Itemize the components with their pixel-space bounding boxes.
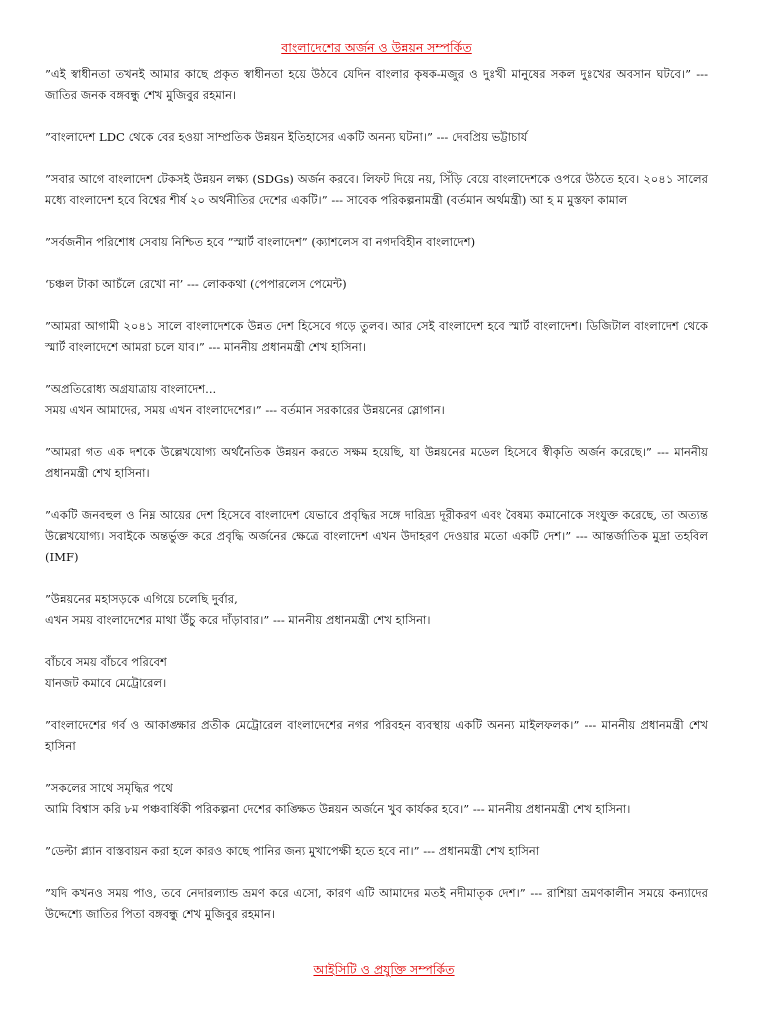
quote-line: ”একটি জনবহুল ও নিম্ন আয়ের দেশ হিসেবে বাংলাদেশ যেভাবে প্রবৃদ্ধির সঙ্গে দারিদ্র্য দূরীকরণ এবং বৈষম্য কমানোকে সংযুক্ত করেছে, তা অত্যন্ত উল্লেখযোগ্য। সবাইকে অন্তর্ভুক্ত করে প্রবৃদ্ধি অর্জনের ক্ষেত্রে বাংলাদেশ এখন উদাহরণ দেওয়ার মতো একটি দেশ।” --- আন্তর্জাতিক মুদ্রা তহবিল (IMF) [45, 508, 708, 564]
quote-line: ”সর্বজনীন পরিশোধ সেবায় নিশ্চিত হবে ”স্মার্ট বাংলাদেশ” (ক্যাশলেস বা নগদবিহীন বাংলাদেশ) [45, 235, 476, 249]
quote-block [45, 64, 708, 106]
quote-line: ”ডেল্টা প্ল্যান বাস্তবায়ন করা হলে কারও কাছে পানির জন্য মুখাপেক্ষী হতে হবে না।” --- প্রধানমন্ত্রী শেখ হাসিনা [45, 844, 540, 858]
quote-line: ”অপ্রতিরোধ্য অগ্রযাত্রায় বাংলাদেশ... [45, 382, 217, 396]
quote-block [45, 505, 708, 568]
quote-line: যানজট কমাবে মেট্রোরেল। [45, 676, 167, 690]
quote-block [45, 127, 708, 148]
quote-line: ”যদি কখনও সময় পাও, তবে নেদারল্যান্ড ভ্রমণ করে এসো, কারণ এটি আমাদের মতই নদীমাতৃক দেশ।” --- রাশিয়া ভ্রমণকালীন সময়ে কন্যাদের উদ্দেশ্যে জাতির পিতা বঙ্গবন্ধু শেখ মুজিবুর রহমান। [45, 886, 708, 921]
quote-line: ”আমরা আগামী ২০৪১ সালে বাংলাদেশকে উন্নত দেশ হিসেবে গড়ে তুলব। আর সেই বাংলাদেশ হবে স্মার্ট বাংলাদেশ। ডিজিটাল বাংলাদেশ থেকে স্মার্ট বাংলাদেশে আমরা চলে যাব।” --- মাননীয় প্রধানমন্ত্রী শেখ হাসিনা। [45, 319, 708, 354]
quote-block [45, 274, 708, 295]
quote-block [45, 715, 708, 757]
quote-block [45, 841, 708, 862]
quote-block [45, 232, 708, 253]
quote-line: ”এই স্বাধীনতা তখনই আমার কাছে প্রকৃত স্বাধীনতা হয়ে উঠবে যেদিন বাংলার কৃষক-মজুর ও দুঃখী মানুষের সকল দুঃখের অবসান ঘটবে।” --- জাতির জনক বঙ্গবন্ধু শেখ মুজিবুর রহমান। [45, 67, 708, 102]
quote-line: ”আমরা গত এক দশকে উল্লেখযোগ্য অর্থনৈতিক উন্নয়ন করতে সক্ষম হয়েছি, যা উন্নয়নের মডেল হিসেবে স্বীকৃতি অর্জন করেছে।” --- মাননীয় প্রধানমন্ত্রী শেখ হাসিনা। [45, 445, 708, 480]
section-title-ict: আইসিটি ও প্রযুক্তি সম্পর্কিত [313, 962, 455, 977]
quote-block [45, 316, 708, 358]
quote-line: ”উন্নয়নের মহাসড়কে এগিয়ে চলেছি দুর্বার, [45, 592, 238, 606]
quote-line: ”বাংলাদেশ LDC থেকে বের হওয়া সাম্প্রতিক উন্নয়ন ইতিহাসের একটি অনন্য ঘটনা।” --- দেবপ্রিয় ভট্টাচার্য [45, 130, 528, 144]
quote-line: সময় এখন আমাদের, সময় এখন বাংলাদেশের।” --- বর্তমান সরকারের উন্নয়নের স্লোগান। [45, 403, 445, 417]
quote-line: ‘চঞ্চল টাকা আচঁলে রেখো না’ --- লোককথা (পেপারলেস পেমেন্ট) [45, 277, 347, 291]
quote-line: আমি বিশ্বাস করি ৮ম পঞ্চবার্ষিকী পরিকল্পনা দেশের কাঙ্ক্ষিত উন্নয়ন অর্জনে খুব কার্যকর হবে।” --- মাননীয় প্রধানমন্ত্রী শেখ হাসিনা। [45, 802, 631, 816]
quote-block [45, 169, 708, 211]
quote-block [45, 652, 708, 694]
quote-line: ”সকলের সাথে সমৃদ্ধির পথে [45, 781, 173, 795]
quote-block [45, 778, 708, 820]
quote-block [45, 589, 708, 631]
quote-line: বাঁচবে সময় বাঁচবে পরিবেশ [45, 655, 167, 669]
quote-line: এখন সময় বাংলাদেশের মাথা উঁচু করে দাঁড়াবার।” --- মাননীয় প্রধানমন্ত্রী শেখ হাসিনা। [45, 613, 431, 627]
quote-line: ”সবার আগে বাংলাদেশ টেকসই উন্নয়ন লক্ষ্য (SDGs) অর্জন করবে। লিফট দিয়ে নয়, সিঁড়ি বেয়ে বাংলাদেশকে ওপরে উঠতে হবে। ২০৪১ সালের মধ্যে বাংলাদেশ হবে বিশ্বের শীর্ষ ২০ অর্থনীতির দেশের একটি।” --- সাবেক পরিকল্পনামন্ত্রী (বর্তমান অর্থমন্ত্রী) আ হ ম মুস্তফা কামাল [45, 172, 708, 207]
quote-block [45, 379, 708, 421]
quote-block [45, 883, 708, 925]
quote-block [45, 442, 708, 484]
quote-line: ”বাংলাদেশের গর্ব ও আকাঙ্ক্ষার প্রতীক মেট্রোরেল বাংলাদেশের নগর পরিবহন ব্যবস্থায় একটি অনন্য মাইলফলক।” --- মাননীয় প্রধানমন্ত্রী শেখ হাসিনা [45, 718, 708, 753]
section-title-achievement: বাংলাদেশের অর্জন ও উন্নয়ন সম্পর্কিত [281, 40, 472, 55]
